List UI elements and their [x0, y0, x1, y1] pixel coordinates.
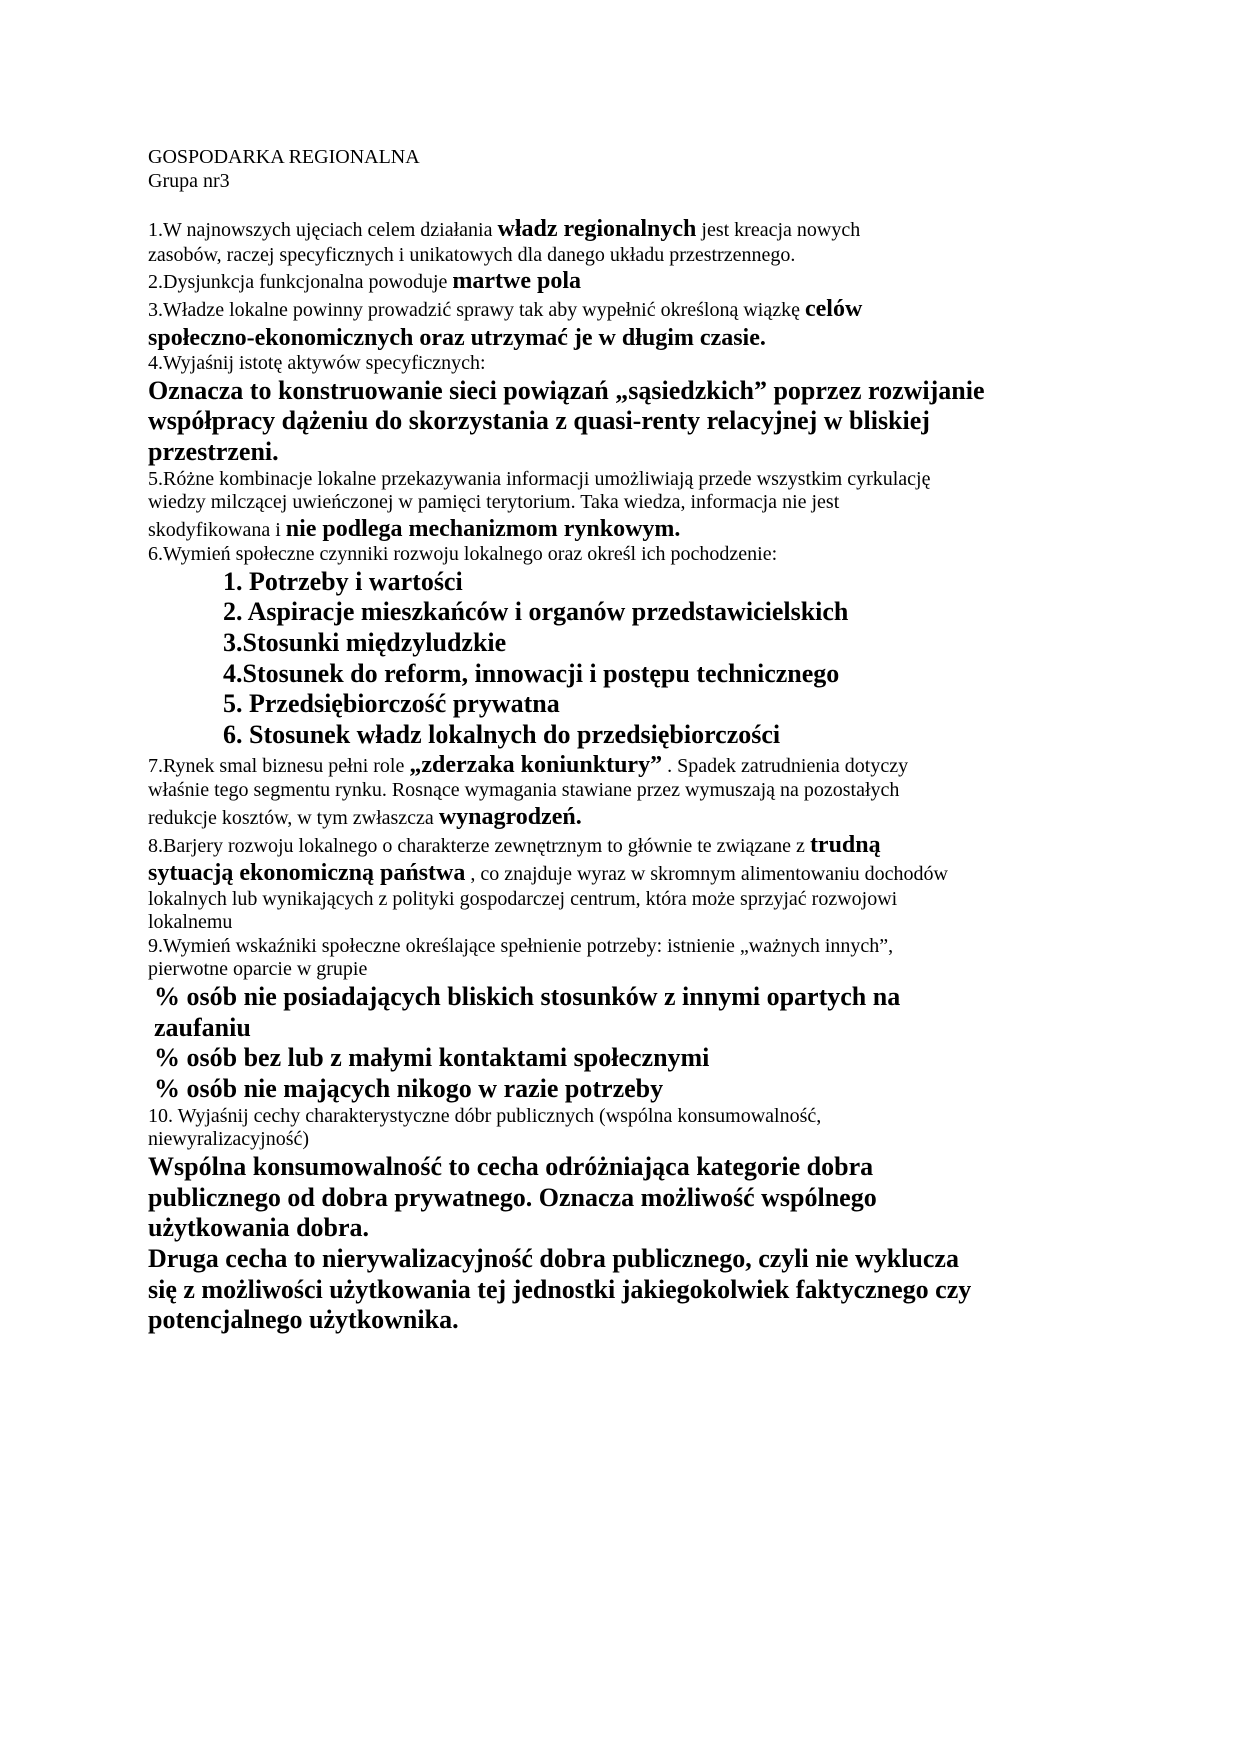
q2-text: 2.Dysjunkcja funkcjonalna powoduje — [148, 271, 453, 294]
q1-text: 1.W najnowszych ujęciach celem działania — [148, 219, 498, 242]
list-item: 1. Potrzeby i wartości — [223, 566, 463, 596]
q8-line3: lokalnych lub wynikających z polityki gospodarczej centrum, która może sprzyjać rozwojowi — [148, 887, 898, 910]
q10-answer-line: użytkowania dobra. — [148, 1213, 370, 1243]
q3-line2: społeczno-ekonomicznych oraz utrzymać je w długim czasie. — [148, 324, 766, 351]
q2-line — [148, 267, 1098, 295]
q7-bold: „zderzaka koniunktury” — [409, 751, 663, 778]
q1-line1 — [148, 215, 1098, 243]
q3-bold: celów — [805, 296, 863, 323]
q9-answer-line: % osób nie posiadających bliskich stosunków z innymi opartych na — [154, 981, 901, 1011]
q1-line2: zasobów, raczej specyficznych i unikatowych dla danego układu przestrzennego. — [148, 243, 796, 266]
q8-line2 — [148, 859, 1098, 887]
q9-line2: pierwotne oparcie w grupie — [148, 958, 368, 981]
q5-bold: nie podlega mechanizmom rynkowym. — [285, 515, 681, 542]
q8-bold: trudną — [809, 831, 881, 858]
q8-line4: lokalnemu — [148, 911, 233, 934]
q7-text: redukcje kosztów, w tym zwłaszcza — [148, 806, 439, 829]
document-title: GOSPODARKA REGIONALNA — [148, 146, 420, 168]
q7-line3 — [148, 803, 1098, 831]
q4-answer-line: Oznacza to konstruowanie sieci powiązań „sąsiedzkich” poprzez rozwijanie — [148, 375, 985, 405]
list-item: 5. Przedsiębiorczość prywatna — [223, 689, 560, 719]
q10-answer-line: Wspólna konsumowalność to cecha odróżniająca kategorie dobra — [148, 1151, 874, 1181]
q7-line2: właśnie tego segmentu rynku. Rosnące wymagania stawiane przez wymuszają na pozostałych — [148, 779, 900, 802]
list-item: 2. Aspiracje mieszkańców i organów przedstawicielskich — [223, 597, 849, 627]
document-subtitle: Grupa nr3 — [148, 169, 230, 192]
document-body — [148, 146, 1098, 1336]
q4-question: 4.Wyjaśnij istotę aktywów specyficznych: — [148, 352, 486, 375]
q10-line1: 10. Wyjaśnij cechy charakterystyczne dóbr publicznych (wspólna konsumowalność, — [148, 1104, 822, 1127]
list-item: 3.Stosunki międzyludzkie — [223, 628, 507, 658]
q8-text: 8.Barjery rozwoju lokalnego o charakterze zewnętrznym to głównie te związane z — [148, 834, 810, 857]
spacer — [148, 193, 1098, 215]
q10-line2: niewyralizacyjność) — [148, 1128, 310, 1151]
q10-answer-line: potencjalnego użytkownika. — [148, 1305, 459, 1335]
q5-line2: wiedzy milczącej uwieńczonej w pamięci terytorium. Taka wiedza, informacja nie jest — [148, 491, 840, 514]
q3-text: 3.Władze lokalne powinny prowadzić sprawy tak aby wypełnić określoną wiązkę — [148, 299, 805, 322]
q4-answer-line: przestrzeni. — [148, 436, 279, 466]
list-item: 4.Stosunek do reform, innowacji i postępu technicznego — [223, 658, 840, 688]
q7-text-post: . Spadek zatrudnienia dotyczy — [662, 754, 909, 777]
q2-bold: martwe pola — [452, 268, 582, 295]
q8-line1 — [148, 831, 1098, 859]
q7-line1 — [148, 751, 1098, 779]
q7-bold: wynagrodzeń. — [438, 803, 582, 830]
q9-answer-line: % osób nie mających nikogo w razie potrzeby — [154, 1074, 664, 1103]
q5-line3 — [148, 515, 1098, 543]
q6-question: 6.Wymień społeczne czynniki rozwoju lokalnego oraz określ ich pochodzenie: — [148, 543, 778, 566]
q10-answer-line: się z możliwości użytkowania tej jednostki jakiegokolwiek faktycznego czy — [148, 1274, 972, 1304]
q1-text-post: jest kreacja nowych — [696, 219, 861, 242]
list-item: 6. Stosunek władz lokalnych do przedsiębiorczości — [223, 720, 781, 750]
q7-text: 7.Rynek smal biznesu pełni role — [148, 754, 410, 777]
q10-answer-line: publicznego od dobra prywatnego. Oznacza możliwość wspólnego — [148, 1182, 877, 1212]
q1-bold: władz regionalnych — [497, 216, 697, 243]
q9-line1: 9.Wymień wskaźniki społeczne określające spełnienie potrzeby: istnienie „ważnych innych”, — [148, 934, 894, 957]
q10-answer-line: Druga cecha to nierywalizacyjność dobra publicznego, czyli nie wyklucza — [148, 1243, 959, 1273]
q5-line1: 5.Różne kombinacje lokalne przekazywania informacji umożliwiają przede wszystkim cyrkulację — [148, 467, 931, 490]
q9-answer-line: % osób bez lub z małymi kontaktami społecznymi — [154, 1043, 710, 1073]
q8-text: , co znajduje wyraz w skromnym alimentowaniu dochodów — [465, 863, 948, 886]
q6-factor-list — [148, 567, 1098, 751]
q5-text: skodyfikowana i — [148, 518, 286, 541]
q4-answer-line: współpracy dążeniu do skorzystania z quasi-renty relacyjnej w bliskiej — [148, 406, 930, 436]
q9-answer-line: zaufaniu — [154, 1012, 251, 1042]
q3-line1 — [148, 295, 1098, 323]
q8-bold: sytuacją ekonomiczną państwa — [148, 860, 466, 887]
